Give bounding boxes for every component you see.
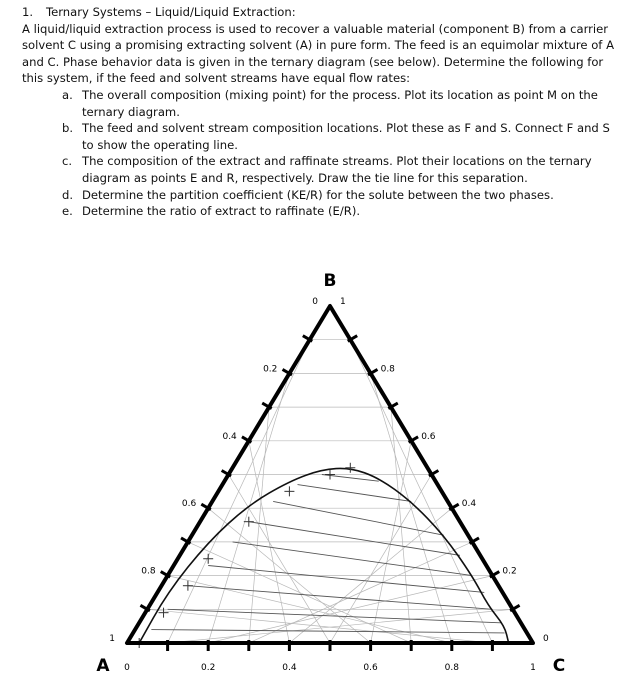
right-tick-label: 1 [340, 297, 346, 307]
part-text: The composition of the extract and raffinate streams. Plot their locations on the ternary diagram as points E and R, respectively. Draw the tie line for this separation. [82, 154, 592, 185]
right-tick-label: 0.2 [502, 566, 517, 577]
part-text: Determine the partition coefficient (KE/R) for the solute between the two phases. [82, 187, 554, 202]
bottom-tick-label: 0.4 [282, 663, 297, 673]
grid-lines [147, 340, 512, 643]
vertex-label-b: B [323, 271, 337, 291]
part-letter: e. [62, 204, 73, 219]
tie-line [298, 485, 412, 502]
tie-line-markers [134, 463, 355, 648]
problem-parts-list [22, 87, 622, 220]
left-tick-label: 0.6 [181, 499, 197, 510]
bottom-tick-label: 0.2 [201, 663, 216, 673]
axis-labels [109, 297, 549, 673]
tie-line [208, 565, 484, 592]
axis-ticks [140, 336, 519, 651]
left-tick-label: 0.8 [141, 566, 156, 577]
right-tick-label: 0 [543, 634, 549, 644]
problem-statement [22, 4, 622, 220]
tie-line [249, 522, 460, 556]
grid-line [229, 475, 331, 644]
part-text: Determine the ratio of extract to raffinate (E/R). [82, 204, 361, 219]
part-text: The feed and solvent stream composition locations. Plot these as F and S. Connect F and S to show the operating line. [82, 121, 610, 152]
right-tick-label: 0.6 [421, 431, 436, 442]
left-tick-label: 1 [109, 634, 115, 644]
tie-line [151, 630, 504, 633]
vertex-label-c: C [552, 656, 566, 676]
grid-line [350, 340, 492, 643]
part-item [62, 153, 622, 186]
vertex-label-a: A [96, 656, 110, 676]
right-tick-label: 0.8 [380, 364, 395, 375]
left-tick-label: 0 [312, 297, 318, 307]
left-tick-label: 0.2 [263, 364, 278, 375]
part-item [62, 120, 622, 153]
part-item [62, 87, 622, 120]
left-tick-label: 0.4 [222, 431, 237, 442]
right-tick-label: 0.4 [461, 499, 477, 510]
part-letter: c. [62, 154, 73, 169]
tie-line [233, 542, 473, 576]
grid-line [188, 542, 411, 643]
problem-title: Ternary Systems – Liquid/Liquid Extraction: [46, 5, 296, 19]
problem-intro: A liquid/liquid extraction process is used to recover a valuable material (component B) from a carrier solvent C using a promising extracting solvent (A) in pure form. The feed is an equimolar mixture of A and C. Phase behavior data is given in the ternary diagram (see below). Determine the following for this system, if the feed and solvent streams have equal flow rates: [22, 21, 614, 86]
tie-line [188, 586, 493, 610]
bottom-tick-label: 0 [124, 663, 130, 673]
part-letter: a. [62, 87, 73, 102]
bottom-tick-label: 1 [530, 663, 536, 673]
part-letter: d. [62, 187, 74, 202]
problem-heading [22, 4, 622, 21]
grid-line [147, 609, 492, 643]
part-letter: b. [62, 121, 74, 136]
part-item [62, 187, 622, 204]
bottom-tick-label: 0.6 [363, 663, 378, 673]
problem-number: 1. [22, 5, 34, 19]
ternary-diagram [0, 265, 636, 700]
part-item [62, 203, 622, 220]
bottom-tick-label: 0.8 [444, 663, 459, 673]
part-text: The overall composition (mixing point) for the process. Plot its location as point M on the ternary diagram. [82, 87, 598, 119]
phase-envelope-curve [139, 468, 508, 643]
